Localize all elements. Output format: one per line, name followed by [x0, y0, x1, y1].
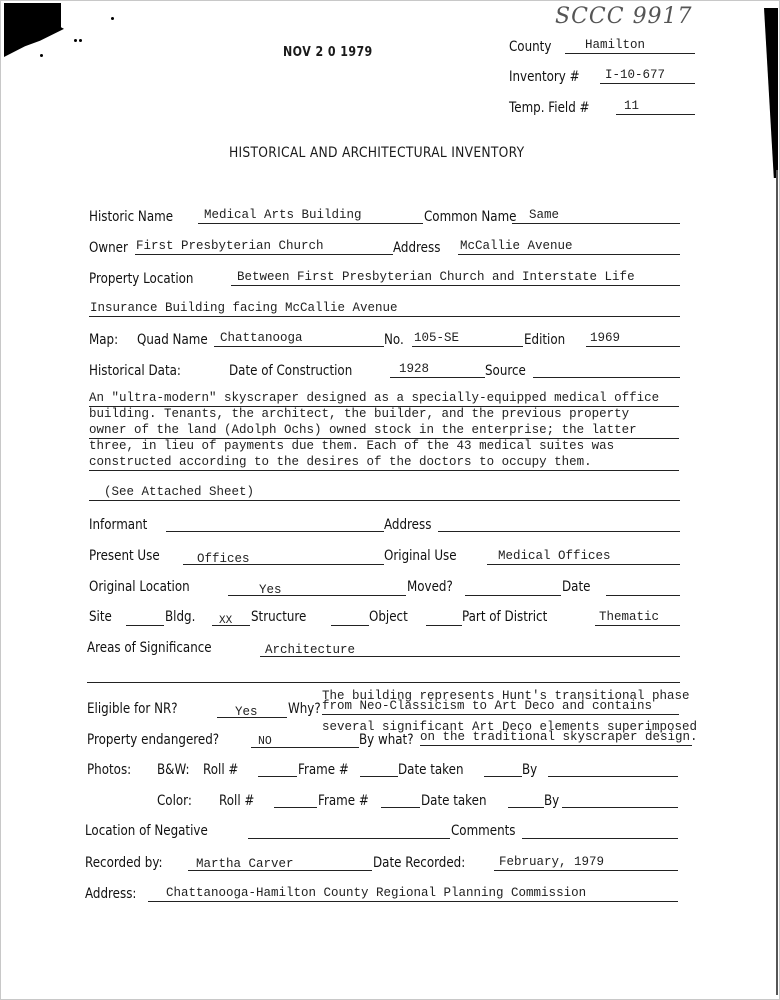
property-location-line1: Between First Presbyterian Church and Interstate Life — [237, 270, 635, 284]
bw-date-taken-label: Date taken — [398, 762, 464, 778]
common-name-input[interactable] — [512, 205, 680, 224]
significance-value: Architecture — [265, 643, 356, 657]
color-frame-input[interactable] — [381, 789, 420, 808]
inventory-value: I-10-677 — [605, 68, 666, 82]
owner-address-input[interactable] — [458, 236, 680, 255]
historic-name-input[interactable] — [198, 205, 423, 224]
description-line[interactable] — [89, 454, 679, 471]
agency-address-input[interactable] — [148, 883, 678, 902]
original-use-label: Original Use — [384, 548, 457, 564]
color-date-taken-input[interactable] — [508, 789, 544, 808]
historic-name-value: Medical Arts Building — [204, 208, 362, 222]
bw-frame-input[interactable] — [360, 758, 398, 777]
endangered-label: Property endangered? — [87, 732, 220, 748]
date-label: Date — [562, 579, 591, 595]
description-line[interactable] — [89, 390, 679, 407]
historic-name-label: Historic Name — [89, 209, 174, 225]
form-title: HISTORICAL AND ARCHITECTURAL INVENTORY — [229, 145, 525, 161]
description-text: three, in lieu of payments due them. Each of the 43 medical suites was — [89, 439, 615, 453]
date-recorded-value: February, 1979 — [499, 855, 605, 869]
color-frame-label: Frame # — [318, 793, 369, 809]
date-input[interactable] — [606, 577, 680, 596]
county-field — [509, 36, 559, 55]
bw-date-taken-input[interactable] — [484, 758, 522, 777]
description-line[interactable] — [89, 406, 679, 422]
quad-name-value: Chattanooga — [220, 331, 303, 345]
original-use-input[interactable] — [487, 546, 680, 565]
map-no-label: No. — [384, 332, 404, 348]
date-construction-input[interactable] — [390, 359, 485, 378]
scan-artifact-edge — [764, 8, 778, 178]
why-text-line-4: on the traditional skyscraper design. — [420, 730, 698, 744]
map-no-input[interactable] — [412, 328, 523, 347]
property-location-input[interactable] — [231, 267, 680, 286]
quad-name-input[interactable] — [214, 328, 384, 347]
object-label: Object — [369, 609, 408, 625]
see-attached-note: (See Attached Sheet) — [104, 485, 255, 499]
site-label: Site — [89, 609, 112, 625]
scan-artifact-corner — [4, 3, 64, 57]
scan-speck — [74, 39, 77, 42]
endangered-value: NO — [258, 735, 272, 748]
bw-label: B&W: — [157, 762, 190, 778]
site-input[interactable] — [126, 607, 164, 626]
description-line[interactable] — [89, 422, 679, 439]
color-roll-input[interactable] — [274, 789, 317, 808]
recorded-by-value: Martha Carver — [196, 857, 294, 871]
description-line[interactable] — [89, 438, 679, 454]
by-what-label: By what? — [359, 732, 414, 748]
county-label: County — [509, 39, 552, 55]
bw-by-input[interactable] — [548, 758, 678, 777]
photos-label: Photos: — [87, 762, 132, 778]
description-text: building. Tenants, the architect, the builder, and the previous property — [89, 407, 630, 421]
present-use-input[interactable] — [183, 546, 384, 565]
source-input[interactable] — [533, 359, 680, 378]
bldg-value: XX — [219, 615, 233, 627]
property-location-line2: Insurance Building facing McCallie Avenue — [90, 301, 398, 315]
temp-field-value: 11 — [624, 99, 640, 113]
why-text-line-3: several significant Art Deco elements superimposed — [322, 720, 698, 734]
bw-roll-input[interactable] — [258, 758, 297, 777]
county-input[interactable] — [565, 35, 695, 54]
district-input[interactable] — [595, 607, 680, 626]
map-no-value: 105-SE — [414, 331, 460, 345]
why-text-line-2: from Neo-Classicism to Art Deco and contains — [322, 699, 653, 713]
structure-input[interactable] — [331, 607, 369, 626]
comments-label: Comments — [451, 823, 516, 839]
handwritten-reference: SCCC 9917 — [555, 4, 693, 29]
scan-edge-line — [776, 170, 778, 995]
bw-roll-label: Roll # — [203, 762, 239, 778]
bw-by-label: By — [522, 762, 538, 778]
significance-label: Areas of Significance — [87, 640, 212, 656]
inventory-input[interactable] — [600, 65, 695, 84]
common-name-value: Same — [529, 208, 560, 222]
property-location-input-2[interactable] — [89, 298, 680, 317]
original-location-label: Original Location — [89, 579, 190, 595]
eligible-label: Eligible for NR? — [87, 701, 178, 717]
property-location-label: Property Location — [89, 271, 194, 287]
present-use-label: Present Use — [89, 548, 160, 564]
date-recorded-input[interactable] — [494, 852, 678, 871]
endangered-input[interactable] — [251, 729, 359, 748]
received-date-stamp: NOV 2 0 1979 — [283, 45, 373, 60]
inventory-label: Inventory # — [509, 69, 580, 85]
why-label: Why? — [288, 701, 321, 717]
recorded-by-label: Recorded by: — [85, 855, 163, 871]
why-input[interactable] — [322, 697, 679, 715]
owner-input[interactable] — [135, 236, 393, 255]
original-location-input[interactable] — [228, 577, 406, 596]
color-roll-label: Roll # — [219, 793, 255, 809]
agency-address-value: Chattanooga-Hamilton County Regional Planning Commission — [166, 886, 587, 900]
date-construction-value: 1928 — [399, 362, 430, 376]
see-attached-line[interactable] — [89, 482, 680, 501]
why-text-line-1: The building represents Hunt's transitional phase — [322, 689, 690, 703]
owner-address-value: McCallie Avenue — [460, 239, 573, 253]
informant-label: Informant — [89, 517, 148, 533]
object-input[interactable] — [426, 607, 462, 626]
significance-input-2[interactable] — [87, 666, 680, 683]
present-use-value: Offices — [197, 552, 250, 566]
edition-input[interactable] — [586, 328, 680, 347]
significance-input[interactable] — [260, 638, 680, 657]
color-date-taken-label: Date taken — [421, 793, 487, 809]
district-value: Thematic — [599, 610, 660, 624]
quad-name-label: Quad Name — [137, 332, 208, 348]
original-location-value: Yes — [259, 583, 282, 597]
moved-label: Moved? — [407, 579, 453, 595]
negative-label: Location of Negative — [85, 823, 208, 839]
description-text: An "ultra-modern" skyscraper designed as a specially-equipped medical office — [89, 391, 660, 405]
scan-speck — [79, 39, 82, 42]
comments-input[interactable] — [522, 820, 678, 839]
eligible-input[interactable] — [217, 699, 287, 718]
color-by-label: By — [544, 793, 560, 809]
color-label: Color: — [157, 793, 192, 809]
temp-field-input[interactable] — [616, 96, 695, 115]
district-label: Part of District — [462, 609, 548, 625]
informant-address-input[interactable] — [438, 513, 680, 532]
owner-address-label: Address — [393, 240, 441, 256]
agency-address-label: Address: — [85, 886, 137, 902]
structure-label: Structure — [251, 609, 307, 625]
bldg-label: Bldg. — [165, 609, 196, 625]
owner-label: Owner — [89, 240, 128, 256]
scan-speck — [40, 54, 43, 57]
map-label: Map: — [89, 332, 119, 348]
recorded-by-input[interactable] — [188, 852, 372, 871]
inventory-field — [509, 66, 592, 85]
informant-address-label: Address — [384, 517, 432, 533]
eligible-value: Yes — [235, 705, 258, 719]
edition-value: 1969 — [590, 331, 621, 345]
description-text: owner of the land (Adolph Ochs) owned stock in the enterprise; the latter — [89, 423, 637, 437]
color-by-input[interactable] — [562, 789, 678, 808]
temp-field-label: Temp. Field # — [509, 100, 590, 116]
description-text: constructed according to the desires of the doctors to occupy them. — [89, 455, 592, 469]
negative-input[interactable] — [248, 820, 450, 839]
informant-input[interactable] — [166, 513, 384, 532]
original-use-value: Medical Offices — [498, 549, 611, 563]
moved-input[interactable] — [465, 577, 561, 596]
date-construction-label: Date of Construction — [229, 363, 353, 379]
common-name-label: Common Name — [424, 209, 517, 225]
bw-frame-label: Frame # — [298, 762, 349, 778]
temp-field — [509, 97, 604, 116]
source-label: Source — [485, 363, 526, 379]
scan-speck — [111, 17, 114, 20]
bldg-input[interactable] — [212, 607, 250, 626]
date-recorded-label: Date Recorded: — [373, 855, 466, 871]
county-value: Hamilton — [585, 38, 646, 52]
by-what-input[interactable] — [420, 728, 698, 746]
historical-data-label: Historical Data: — [89, 363, 181, 379]
edition-label: Edition — [524, 332, 566, 348]
owner-value: First Presbyterian Church — [136, 239, 324, 253]
